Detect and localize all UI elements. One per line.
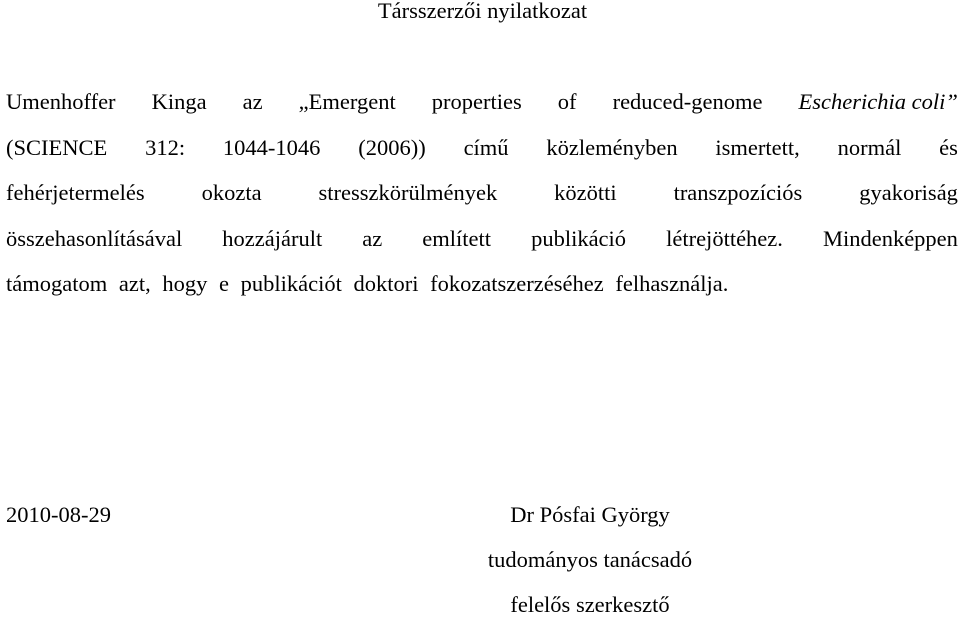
word: stresszkörülmények bbox=[318, 180, 498, 205]
paragraph-line-5 bbox=[6, 268, 958, 314]
word: közötti bbox=[554, 180, 617, 205]
word: Kinga bbox=[151, 89, 207, 114]
word: gyakoriság bbox=[859, 180, 958, 205]
word: azt, bbox=[118, 271, 151, 296]
word: összehasonlításával bbox=[6, 225, 183, 251]
word: publikációt bbox=[240, 271, 342, 296]
word: említett bbox=[422, 225, 492, 251]
word: című bbox=[463, 134, 509, 160]
word: létrejöttéhez. bbox=[666, 225, 783, 251]
word: és bbox=[939, 134, 958, 160]
word: ismertett, bbox=[715, 134, 800, 160]
word: normál bbox=[837, 134, 902, 160]
word: „Emergent bbox=[298, 89, 396, 114]
word: properties bbox=[431, 89, 522, 114]
word: 1044-1046 bbox=[222, 134, 321, 160]
word: közleményben bbox=[546, 134, 678, 160]
signatory-title: tudományos tanácsadó bbox=[487, 547, 693, 572]
declaration-paragraph bbox=[6, 86, 958, 314]
paragraph-line-2 bbox=[6, 132, 958, 178]
word: (SCIENCE bbox=[6, 134, 108, 160]
document-title: Társszerzői nyilatkozat bbox=[377, 0, 588, 23]
word: transzpozíciós bbox=[673, 180, 803, 205]
word: Mindenképpen bbox=[822, 225, 958, 251]
word: of bbox=[557, 89, 577, 114]
signatory-role: felelős szerkesztő bbox=[510, 592, 670, 617]
word: doktori bbox=[353, 271, 419, 296]
signatory-name: Dr Pósfai György bbox=[510, 502, 670, 527]
word: felhasználja. bbox=[615, 271, 729, 296]
document-date: 2010-08-29 bbox=[6, 502, 111, 527]
species-name: Escherichia coli” bbox=[798, 89, 958, 114]
paragraph-line-4 bbox=[6, 223, 958, 269]
word: reduced-genome bbox=[612, 89, 763, 114]
word: hozzájárult bbox=[222, 225, 323, 251]
word: 312: bbox=[145, 134, 186, 160]
word: fokozatszerzéséhez bbox=[430, 271, 604, 296]
word: Umenhoffer bbox=[6, 89, 116, 114]
word: okozta bbox=[201, 180, 262, 205]
word: e bbox=[218, 271, 229, 296]
word: (2006)) bbox=[358, 134, 426, 160]
word: az bbox=[362, 225, 383, 251]
word: hogy bbox=[162, 271, 208, 296]
word: támogatom bbox=[6, 271, 108, 296]
paragraph-line-3 bbox=[6, 177, 958, 223]
word: publikáció bbox=[531, 225, 627, 251]
word: az bbox=[242, 89, 263, 114]
paragraph-line-1 bbox=[6, 86, 958, 132]
word: fehérjetermelés bbox=[6, 180, 145, 205]
